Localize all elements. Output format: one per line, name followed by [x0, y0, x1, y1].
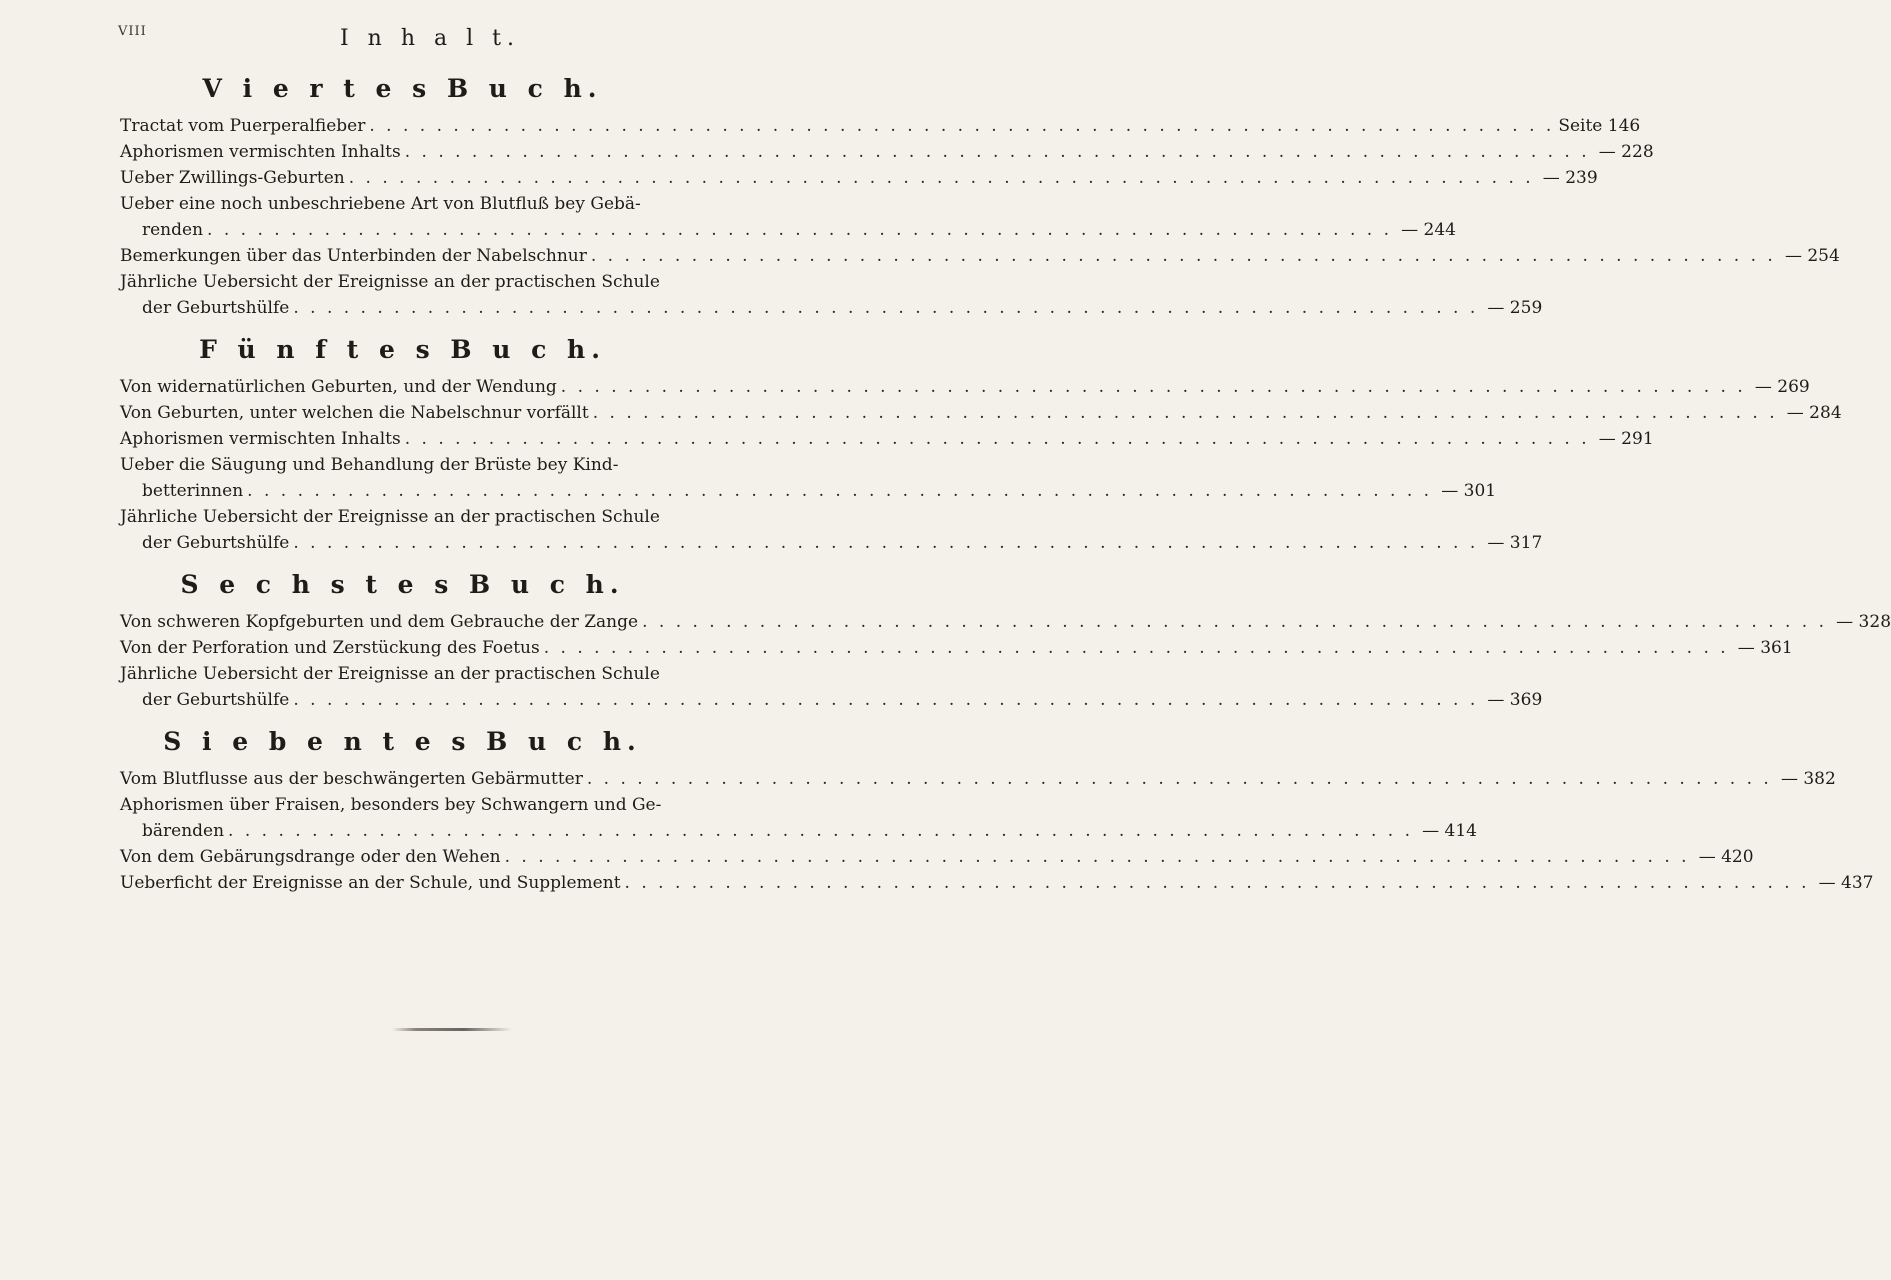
- toc-entry[interactable]: [120, 426, 1654, 452]
- toc-entry[interactable]: [120, 635, 1793, 661]
- toc-page-number: — 284: [1786, 403, 1842, 423]
- toc-entry-title: der Geburtshülfe: [142, 298, 290, 318]
- dot-leader: [293, 295, 1478, 321]
- toc-entry-title: Bemerkungen über das Unterbinden der Nabelschnur: [120, 246, 587, 266]
- toc-entry-title: Von widernatürlichen Geburten, und der Wendung: [120, 377, 557, 397]
- toc-entry-title: Ueber Zwillings-Geburten: [120, 168, 345, 188]
- toc-entry[interactable]: [120, 243, 1840, 269]
- dot-leader: [625, 870, 1810, 896]
- toc-entry[interactable]: [120, 844, 1754, 870]
- toc-entry-title: renden: [142, 220, 204, 240]
- page-title: I n h a l t.: [340, 26, 520, 51]
- toc-page-number: — 317: [1487, 533, 1543, 553]
- dot-leader: [247, 478, 1432, 504]
- dot-leader: [642, 609, 1827, 635]
- toc-entry-title: Aphorismen vermischten Inhalts: [120, 429, 401, 449]
- toc-entry[interactable]: [120, 191, 1456, 243]
- dot-leader: [207, 217, 1392, 243]
- toc-entry[interactable]: [120, 165, 1598, 191]
- toc-page-number: — 244: [1401, 220, 1456, 240]
- dot-leader: [561, 374, 1746, 400]
- book-heading: V i e r t e s B u c h.: [202, 74, 603, 103]
- toc-page-number: — 228: [1598, 142, 1654, 162]
- toc-entry-title: Aphorismen über Fraisen, besonders bey Schwangern und Ge-: [120, 795, 662, 815]
- toc-entry-title: bärenden: [142, 821, 225, 841]
- toc-entry[interactable]: [120, 139, 1654, 165]
- toc-entry-title: Tractat vom Puerperalfieber: [120, 116, 366, 136]
- toc-entry-title: Jährliche Uebersicht der Ereignisse an der practischen Schule: [120, 664, 660, 684]
- book-heading: S i e b e n t e s B u c h.: [163, 727, 642, 756]
- dot-leader: [349, 165, 1534, 191]
- dot-leader: [544, 635, 1729, 661]
- toc-entry-title: Von dem Gebärungsdrange oder den Wehen: [120, 847, 501, 867]
- toc-entry-title: Aphorismen vermischten Inhalts: [120, 142, 401, 162]
- toc-entry[interactable]: [120, 504, 1543, 556]
- toc-entry[interactable]: [120, 661, 1543, 713]
- dot-leader: [228, 818, 1413, 844]
- toc-entry[interactable]: [120, 766, 1836, 792]
- toc-page-number: — 328: [1836, 612, 1891, 632]
- dot-leader: [587, 766, 1772, 792]
- toc-entry-title: Vom Blutflusse aus der beschwängerten Gebärmutter: [120, 769, 583, 789]
- toc-entry-title: der Geburtshülfe: [142, 533, 290, 553]
- book-heading: F ü n f t e s B u c h.: [199, 335, 606, 364]
- toc-entry-title: Ueber eine noch unbeschriebene Art von Blutfluß bey Gebä-: [120, 194, 641, 214]
- toc-entry-title: Jährliche Uebersicht der Ereignisse an der practischen Schule: [120, 507, 660, 527]
- toc-page-number: — 420: [1698, 847, 1754, 867]
- toc-entry-title: Von Geburten, unter welchen die Nabelschnur vorfällt: [120, 403, 589, 423]
- dot-leader: [593, 400, 1778, 426]
- toc-entry-title: der Geburtshülfe: [142, 690, 290, 710]
- dot-leader: [405, 426, 1590, 452]
- table-of-contents: [120, 74, 1891, 896]
- toc-page-number: — 239: [1542, 168, 1598, 188]
- toc-entry[interactable]: [120, 374, 1810, 400]
- toc-entry[interactable]: [120, 870, 1874, 896]
- toc-page-number: — 301: [1441, 481, 1497, 501]
- toc-entry-title: Ueberficht der Ereignisse an der Schule, und Supplement: [120, 873, 621, 893]
- dot-leader: [293, 687, 1478, 713]
- toc-entry-title: Jährliche Uebersicht der Ereignisse an der practischen Schule: [120, 272, 660, 292]
- toc-page-number: — 254: [1784, 246, 1840, 266]
- toc-entry[interactable]: [120, 792, 1477, 844]
- toc-page-number: — 437: [1818, 873, 1874, 893]
- toc-page-number: — 269: [1754, 377, 1810, 397]
- toc-entry-title: Von schweren Kopfgeburten und dem Gebrauche der Zange: [120, 612, 639, 632]
- dot-leader: [505, 844, 1690, 870]
- toc-page-number: — 414: [1422, 821, 1477, 841]
- dot-leader: [591, 243, 1776, 269]
- toc-entry[interactable]: [120, 113, 1641, 139]
- dot-leader: [369, 113, 1554, 139]
- toc-page-number: — 291: [1598, 429, 1654, 449]
- dot-leader: [405, 139, 1590, 165]
- toc-entry[interactable]: [120, 269, 1543, 321]
- toc-page-number: — 369: [1487, 690, 1543, 710]
- toc-page-number: — 382: [1780, 769, 1836, 789]
- toc-page-number: — 361: [1737, 638, 1793, 658]
- printer-rule: [392, 1028, 512, 1031]
- toc-page-number: Seite 146: [1558, 116, 1641, 136]
- toc-entry-title: betterinnen: [142, 481, 244, 501]
- toc-entry-title: Von der Perforation und Zerstückung des Foetus: [120, 638, 540, 658]
- toc-entry[interactable]: [120, 400, 1842, 426]
- toc-page-number: — 259: [1487, 298, 1543, 318]
- toc-entry[interactable]: [120, 452, 1497, 504]
- dot-leader: [293, 530, 1478, 556]
- book-heading: S e c h s t e s B u c h.: [180, 570, 625, 599]
- toc-entry[interactable]: [120, 609, 1891, 635]
- toc-entry-title: Ueber die Säugung und Behandlung der Brüste bey Kind-: [120, 455, 619, 475]
- page-folio: VIII: [118, 24, 147, 39]
